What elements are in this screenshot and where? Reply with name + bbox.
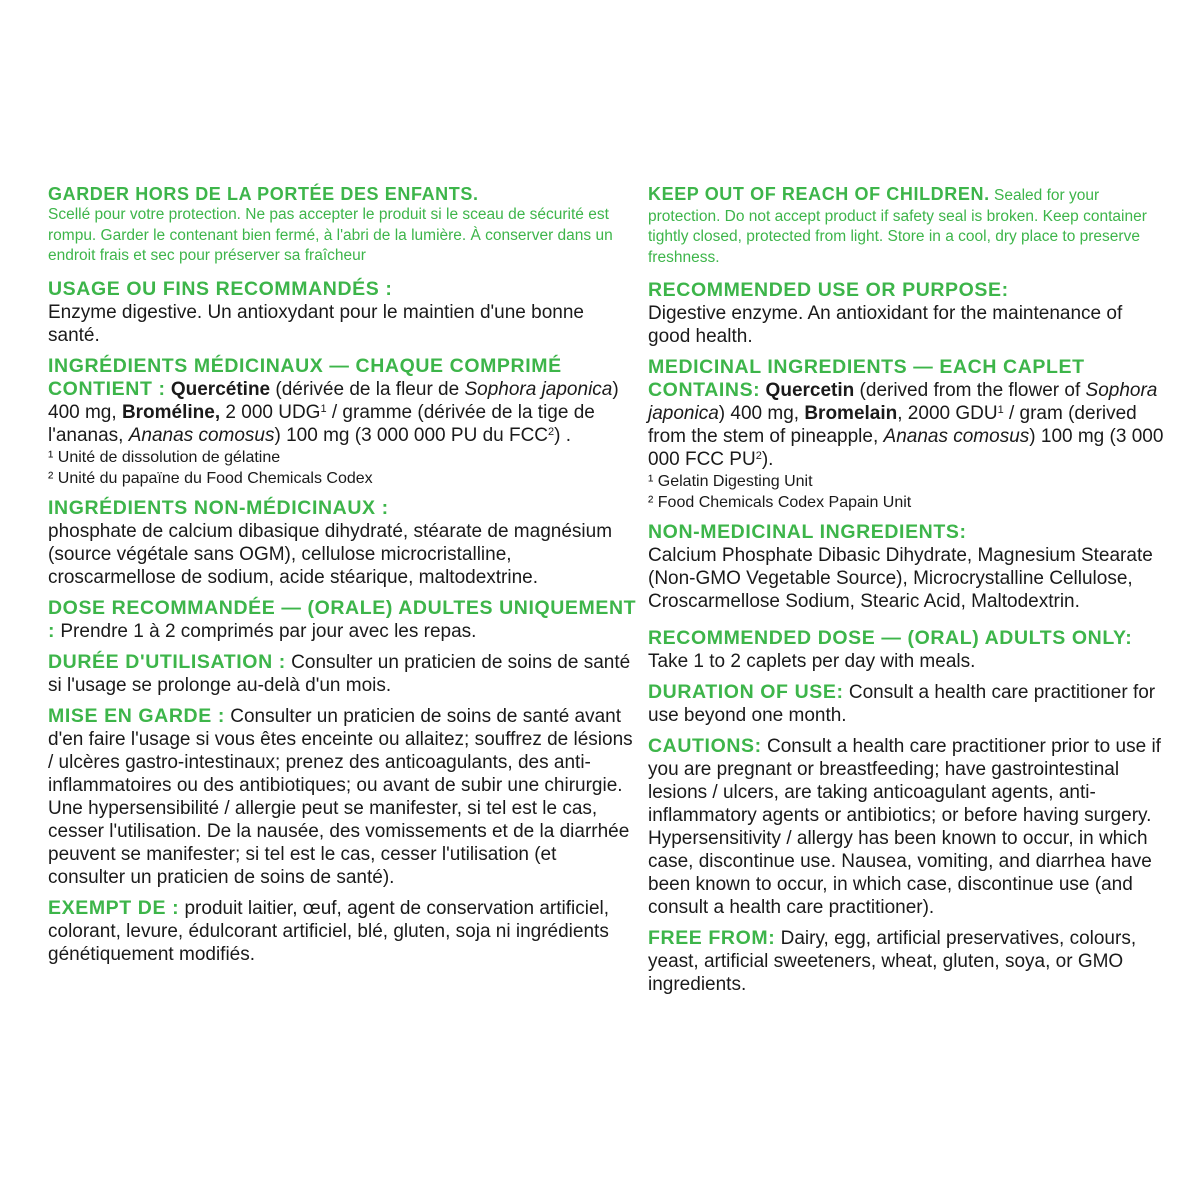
fr-med-text-2: ) 400 mg,	[48, 378, 619, 423]
en-nonmedicinal-section	[648, 521, 1168, 613]
en-nonmedicinal-text: Calcium Phosphate Dibasic Dihydrate, Magnesium Stearate (Non-GMO Vegetable Source), Microcrystalline Cellulose, Croscarmellose Sodium, Stearic Acid, Maltodextrin.	[648, 545, 1153, 612]
en-footnote-1: ¹ Gelatin Digesting Unit	[648, 473, 813, 490]
fr-nonmedicinal-heading: INGRÉDIENTS NON-MÉDICINAUX :	[48, 496, 389, 519]
en-duration-heading: DURATION OF USE:	[648, 681, 844, 703]
en-medicinal-paragraph	[648, 356, 1168, 471]
en-med-text-3: , 2000 GDU	[897, 403, 998, 424]
fr-free-from-heading: EXEMPT DE :	[48, 896, 180, 919]
en-use-section	[648, 279, 1168, 348]
fr-medicinal-paragraph	[48, 355, 638, 447]
en-caution-heading: CAUTIONS:	[648, 735, 762, 757]
en-dose-heading: RECOMMENDED DOSE — (ORAL) ADULTS ONLY:	[648, 627, 1133, 649]
fr-nonmedicinal-section	[48, 497, 638, 589]
en-free-from-paragraph	[648, 927, 1168, 996]
fr-free-from-text: produit laitier, œuf, agent de conservation artificiel, colorant, levure, édulcorant artificiel, blé, gluten, soja ni ingrédients génétiquement modifiés.	[48, 897, 610, 965]
en-nonmedicinal-heading: NON-MEDICINAL INGREDIENTS:	[648, 521, 967, 543]
en-duration-paragraph	[648, 681, 1168, 727]
fr-use-heading: USAGE OU FINS RECOMMANDÉS :	[48, 277, 393, 300]
french-label-column	[48, 183, 638, 966]
en-keep-out-heading: KEEP OUT OF REACH OF CHILDREN.	[648, 184, 990, 204]
en-duration-section	[648, 681, 1168, 727]
fr-med-text-6: ) .	[554, 424, 572, 446]
fr-nonmedicinal-text: phosphate de calcium dibasique dihydraté, stéarate de magnésium (source végétale sans OGM), cellulose microcristalline, croscarmellose de sodium, acide stéarique, maltodextrine.	[48, 520, 613, 588]
fr-dose-heading: DOSE RECOMMANDÉE — (ORALE) ADULTES UNIQUEMENT :	[48, 596, 637, 642]
en-footnote-2: ² Food Chemicals Codex Papain Unit	[648, 494, 912, 511]
en-caution-paragraph	[648, 735, 1168, 919]
en-quercetin-label: Quercetin	[760, 380, 855, 401]
fr-dose-section	[48, 597, 638, 643]
en-caution-section	[648, 735, 1168, 919]
fr-dose-paragraph	[48, 597, 638, 643]
en-free-from-section	[648, 927, 1168, 996]
en-ananas-name: Ananas comosus	[883, 426, 1030, 447]
fr-duration-heading: DURÉE D'UTILISATION :	[48, 650, 286, 673]
fr-use-text: Enzyme digestive. Un antioxydant pour le maintien d'une bonne santé.	[48, 301, 584, 346]
fr-use-section	[48, 278, 638, 347]
en-free-from-heading: FREE FROM:	[648, 927, 776, 949]
en-bromelain-label: Bromelain	[804, 403, 898, 424]
fr-safety-section	[48, 183, 638, 267]
fr-quercetin-label: Quercétine	[170, 378, 271, 400]
en-med-text-1: (derived from the flower of	[854, 380, 1086, 401]
fr-duration-paragraph	[48, 651, 638, 697]
en-dose-paragraph	[648, 627, 1168, 673]
fr-footnote-ref-1: 1	[320, 402, 327, 415]
en-use-heading: RECOMMENDED USE OR PURPOSE:	[648, 279, 1009, 301]
fr-med-text-3: 2 000 UDG	[220, 401, 321, 423]
fr-footnote-1: ¹ Unité de dissolution de gélatine	[48, 448, 281, 466]
fr-free-from-paragraph	[48, 897, 638, 966]
fr-caution-paragraph	[48, 705, 638, 889]
fr-caution-text: Consulter un praticien de soins de santé avant d'en faire l'usage si vous êtes enceinte ou allaitez; souffrez de lésions / ulcères gastro-intestinaux; prenez des anticoagulants, des anti-inflammatoires ou des antibiotiques; ou avant de subir une chirurgie. Une hypersensibilité / allergie peut se manifester, si tel est le cas, cesser l'utilisation. De la nausée, des vomissements et de la diarrhée peuvent se manifester; si tel est le cas, cesser l'utilisation (et consulter un praticien de soins de santé).	[48, 705, 633, 888]
en-med-text-6: ).	[761, 449, 774, 470]
fr-caution-section	[48, 705, 638, 889]
en-sophora-name: Sophora japonica	[648, 380, 1158, 424]
en-dose-text: Take 1 to 2 caplets per day with meals.	[648, 651, 976, 672]
en-footnote-ref-2: 2	[755, 450, 762, 462]
fr-dose-text: Prendre 1 à 2 comprimés par jour avec les repas.	[55, 620, 477, 642]
fr-caution-heading: MISE EN GARDE :	[48, 704, 225, 727]
en-dose-section	[648, 627, 1168, 673]
en-safety-paragraph	[648, 183, 1168, 268]
fr-med-text-1: (dérivée de la fleur de	[270, 378, 465, 400]
fr-duration-section	[48, 651, 638, 697]
en-caution-text: Consult a health care practitioner prior to use if you are pregnant or breastfeeding; have gastrointestinal lesions / ulcers, are taking anticoagulant agents, anti-inflammatory agents or antibiotics; or before having surgery. Hypersensitivity / allergy has been known to occur, in which case, discontinue use. Nausea, vomiting, and diarrhea have been known to occur, in which case, discontinue use (and consult a health care practitioner).	[648, 736, 1161, 918]
fr-ananas-name: Ananas comosus	[128, 424, 275, 446]
fr-sophora-name: Sophora japonica	[464, 378, 613, 400]
en-med-text-5: ) 100 mg (3 000 000 FCC PU	[648, 426, 1164, 470]
fr-medicinal-heading: INGRÉDIENTS MÉDICINAUX — CHAQUE COMPRIMÉ CONTIENT :	[48, 354, 562, 400]
en-duration-text: Consult a health care practitioner for use beyond one month.	[648, 682, 1156, 726]
fr-med-text-5: ) 100 mg (3 000 000 PU du FCC	[274, 424, 549, 446]
en-medicinal-heading: MEDICINAL INGREDIENTS — EACH CAPLET CONTAINS:	[648, 356, 1085, 401]
en-use-text: Digestive enzyme. An antioxidant for the maintenance of good health.	[648, 303, 1123, 347]
fr-duration-text: Consulter un praticien de soins de santé si l'usage se prolonge au-delà d'un mois.	[48, 651, 631, 696]
en-footnote-ref-1: 1	[997, 404, 1004, 416]
en-med-text-4: / gram (derived from the stem of pineapple,	[648, 403, 1137, 447]
fr-footnote-ref-2: 2	[548, 425, 555, 438]
fr-keep-out-heading: GARDER HORS DE LA PORTÉE DES ENFANTS.	[48, 184, 479, 204]
english-label-column	[648, 183, 1168, 996]
en-free-from-text: Dairy, egg, artificial preservatives, colours, yeast, artificial sweeteners, wheat, gluten, soya, or GMO ingredients.	[648, 928, 1137, 995]
en-medicinal-section	[648, 356, 1168, 513]
fr-med-text-4: / gramme (dérivée de la tige de l'ananas,	[48, 401, 595, 446]
fr-free-from-section	[48, 897, 638, 966]
fr-bromelain-label: Broméline,	[121, 401, 221, 423]
fr-seal-text: Scellé pour votre protection. Ne pas accepter le produit si le sceau de sécurité est rompu. Garder le contenant bien fermé, à l'abri de la lumière. À conserver dans un endroit frais et sec pour préserver sa fraîcheur	[48, 206, 613, 264]
fr-medicinal-section	[48, 355, 638, 489]
en-seal-text: Sealed for your protection. Do not accept product if safety seal is broken. Keep container tightly closed, protected from light. Store in a cool, dry place to preserve freshness.	[648, 187, 1147, 266]
fr-footnote-2: ² Unité du papaïne du Food Chemicals Codex	[48, 469, 373, 487]
en-safety-section	[648, 183, 1168, 268]
en-med-text-2: ) 400 mg,	[718, 403, 805, 424]
